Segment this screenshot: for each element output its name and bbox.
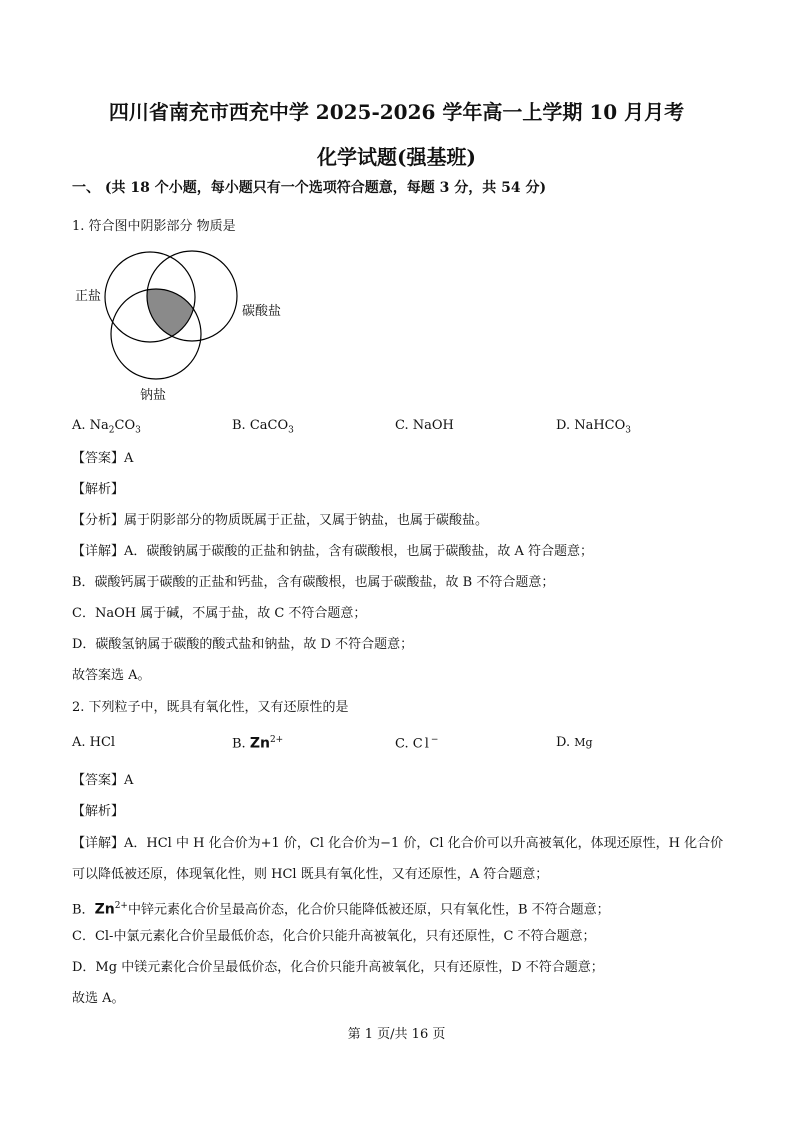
- q1-option-b: B. CaCO$_3$: [232, 418, 294, 436]
- q2-stem: 2. 下列粒子中，既具有氧化性，又有还原性的是: [72, 700, 349, 715]
- q1-option-c: C. NaOH: [395, 418, 454, 433]
- exam-subtitle: 化学试题(强基班): [317, 145, 476, 169]
- q2-answer: 【答案】A: [72, 773, 134, 788]
- q2-option-b: B. $Zn^{2+}$: [232, 735, 284, 752]
- page-footer: 第 1 页/共 16 页: [347, 1027, 446, 1042]
- q2-detail-c: C．Cl-中氯元素化合价呈最低价态，化合价只能升高被氧化，只有还原性，C 不符合题意；: [72, 929, 596, 944]
- q2-option-a: A. HCl: [72, 735, 116, 750]
- section-heading: 一、 (共 18 个小题，每小题只有一个选项符合题意，每题 3 分，共 54 分): [72, 180, 547, 196]
- q1-conclusion: 故答案选 A。: [72, 668, 151, 683]
- q2-analysis-heading: 【解析】: [72, 804, 125, 819]
- q2-detail-b: B．$Zn^{2+}$中锌元素化合价呈最高价态，化合价只能降低被还原，只有氧化性，B 不符合题意；: [72, 901, 610, 918]
- q1-detail-b: B．碳酸钙属于碳酸的正盐和钙盐，含有碳酸根，也属于碳酸盐，故 B 不符合题意；: [72, 575, 555, 590]
- q1-option-a: A. $Na_2CO_3$: [72, 418, 141, 436]
- q1-detail-a: 【详解】A．碳酸钠属于碳酸的正盐和钠盐，含有碳酸根，也属于碳酸盐，故 A 符合题意；: [72, 544, 594, 559]
- venn-diagram: [70, 250, 300, 405]
- venn-label-normal-salt: 正盐: [75, 289, 102, 304]
- q1-detail-c: C．NaOH 属于碱，不属于盐，故 C 不符合题意；: [72, 606, 367, 621]
- q2-detail-a: 【详解】A．HCl 中 H 化合价为+1 价，Cl 化合价为−1 价，Cl 化合价可以升高被氧化，体现还原性，H 化合价可以降低被还原，体现氧化性，则 HCl 既具有氧化性，又有还原性，A 符合题意；: [72, 836, 724, 882]
- q2-option-c: C. Cl−: [395, 735, 439, 752]
- q1-analysis-heading: 【解析】: [72, 482, 125, 497]
- venn-label-carbonate: 碳酸盐: [242, 304, 282, 319]
- q1-answer: 【答案】A: [72, 451, 134, 466]
- q1-stem: 1. 符合图中阴影部分 物质是: [72, 219, 236, 234]
- q1-option-d: D. NaHCO$_3$: [556, 418, 632, 436]
- exam-title: 四川省南充市西充中学 2025-2026 学年高一上学期 10 月月考: [108, 100, 685, 124]
- venn-label-sodium-salt: 钠盐: [140, 388, 167, 403]
- q1-analysis: 【分析】属于阴影部分的物质既属于正盐，又属于钠盐，也属于碳酸盐。: [72, 513, 489, 528]
- q2-conclusion: 故选 A。: [72, 991, 125, 1006]
- q2-option-d: D. Mg: [556, 735, 593, 750]
- q2-detail-d: D．Mg 中镁元素化合价呈最低价态，化合价只能升高被氧化，只有还原性，D 不符合题意；: [72, 960, 604, 975]
- q1-detail-d: D．碳酸氢钠属于碳酸的酸式盐和钠盐，故 D 不符合题意；: [72, 637, 414, 652]
